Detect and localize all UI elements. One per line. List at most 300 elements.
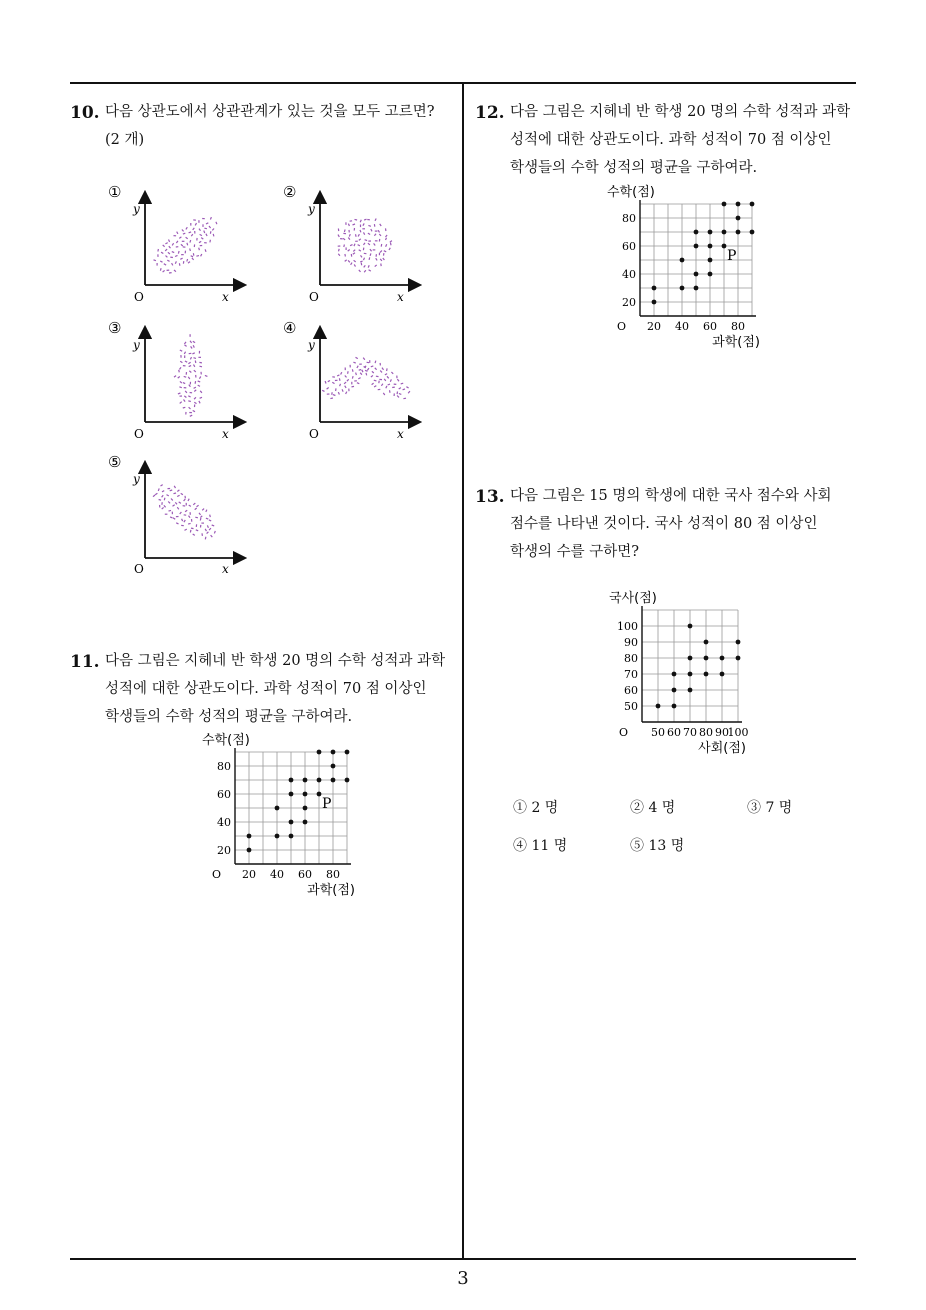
scatter-dash	[184, 520, 185, 522]
scatter-dash	[171, 499, 173, 501]
graph-5-origin: O	[134, 562, 144, 576]
scatter-dash	[380, 224, 382, 226]
scatter-dash	[189, 232, 192, 233]
scatter-dash	[189, 505, 191, 506]
scatter-dash	[386, 386, 387, 388]
scatter-dash	[168, 502, 170, 504]
scatter-dash	[153, 495, 155, 497]
q13-choices	[513, 797, 853, 857]
scatter-dash	[162, 491, 164, 492]
scatter-dash	[374, 386, 376, 387]
scatter-dash	[362, 370, 363, 372]
y-tick-label: 70	[624, 668, 638, 681]
x-tick-label: 80	[699, 726, 713, 739]
graph-1-dots	[154, 217, 217, 273]
x-axis-title: 과학(점)	[712, 335, 760, 350]
scatter-dash	[368, 233, 370, 234]
scatter-dash	[322, 390, 324, 391]
q13-scatter-chart	[595, 587, 785, 757]
scatter-dash	[163, 245, 165, 247]
graph-2-y: y	[308, 202, 315, 216]
scatter-dash	[351, 263, 352, 265]
y-tick-label: 40	[622, 268, 636, 281]
scatter-dash	[345, 260, 347, 262]
scatter-dash	[328, 381, 330, 382]
scatter-dash	[160, 268, 161, 271]
scatter-dash	[346, 392, 347, 394]
data-point	[331, 764, 336, 769]
data-point	[688, 688, 693, 693]
x-tick-label: 60	[667, 726, 681, 739]
scatter-dash	[337, 375, 339, 376]
graph-1-origin: O	[134, 290, 144, 304]
y-axis-title: 수학(점)	[607, 185, 655, 200]
scatter-dash	[172, 243, 173, 245]
scatter-dash	[195, 361, 196, 364]
y-tick-label: 20	[217, 844, 231, 857]
scatter-dash	[162, 495, 164, 497]
scatter-dash	[173, 505, 175, 506]
choice-5[interactable]: ⑤ 13 명	[630, 838, 685, 854]
question-11-line-3: 학생들의 수학 성적의 평균을 구하여라.	[105, 709, 353, 725]
scatter-dash	[340, 384, 341, 386]
data-point	[672, 688, 677, 693]
scatter-dash	[380, 259, 382, 261]
scatter-dash	[374, 380, 377, 381]
scatter-dash	[338, 392, 339, 394]
scatter-dash	[174, 376, 176, 378]
scatter-dash	[194, 397, 196, 399]
data-point	[722, 202, 727, 207]
choice-3[interactable]: ③ 7 명	[747, 800, 793, 816]
scatter-dash	[406, 387, 408, 388]
question-10-line-1: 다음 상관도에서 상관관계가 있는 것을 모두 고르면?	[105, 104, 435, 120]
scatter-dash	[161, 485, 163, 486]
scatter-dash	[200, 366, 203, 367]
data-point	[688, 672, 693, 677]
question-10-number: 10.	[70, 103, 100, 123]
scatter-dash	[165, 249, 167, 251]
x-tick-label: 60	[298, 868, 312, 881]
scatter-dash	[212, 525, 215, 526]
scatter-dash	[168, 252, 170, 254]
scatter-dash	[189, 385, 191, 387]
x-tick-label: 20	[242, 868, 256, 881]
q11-scatter-chart	[190, 732, 380, 902]
scatter-dash	[180, 258, 182, 259]
scatter-dash	[159, 500, 162, 501]
scatter-dash	[384, 251, 386, 252]
scatter-dash	[359, 270, 361, 272]
data-point	[289, 820, 294, 825]
scatter-dash	[359, 239, 361, 241]
scatter-dash	[202, 509, 204, 511]
point-annotation: P	[322, 796, 332, 812]
scatter-dash	[354, 264, 355, 266]
scatter-dash	[342, 389, 343, 391]
scatter-dash	[345, 376, 347, 378]
scatter-dash	[345, 254, 346, 257]
y-tick-label: 80	[622, 212, 636, 225]
scatter-dash	[364, 243, 366, 245]
graph-2-x: x	[397, 290, 404, 304]
scatter-dash	[387, 376, 389, 378]
scatter-dash	[185, 510, 187, 512]
scatter-dash	[190, 341, 192, 343]
scatter-dash	[193, 411, 195, 412]
scatter-dash	[368, 243, 370, 245]
scatter-dash	[348, 238, 350, 240]
scatter-dash	[190, 530, 191, 533]
scatter-dash	[375, 368, 377, 370]
scatter-dash	[381, 384, 383, 386]
origin-label: O	[211, 868, 221, 881]
scatter-dash	[190, 357, 191, 359]
scatter-dash	[354, 260, 356, 262]
scatter-dash	[188, 499, 189, 501]
scatter-dash	[190, 240, 191, 243]
scatter-dash	[357, 366, 358, 368]
scatter-dash	[403, 389, 405, 390]
scatter-dash	[173, 518, 175, 519]
scatter-dash	[390, 390, 391, 393]
scatter-dash	[200, 391, 202, 393]
scatter-dash	[167, 495, 169, 496]
scatter-dash	[187, 243, 188, 246]
scatter-dash	[199, 241, 201, 242]
scatter-dash	[363, 358, 365, 360]
data-point	[694, 286, 699, 291]
scatter-dash	[388, 384, 390, 385]
scatter-dash	[333, 395, 336, 396]
y-axis-title: 수학(점)	[202, 733, 250, 748]
origin-label: O	[618, 726, 628, 739]
scatter-dash	[194, 365, 195, 367]
scatter-dash	[201, 238, 203, 240]
scatter-dash	[375, 265, 377, 267]
scatter-dash	[376, 258, 377, 260]
scatter-dash	[383, 393, 385, 395]
scatter-dash	[193, 534, 195, 535]
scatter-dash	[195, 508, 197, 510]
scatter-dash	[206, 234, 207, 236]
scatter-dash	[177, 495, 179, 496]
question-12-line-1: 다음 그림은 지헤네 반 학생 20 명의 수학 성적과 과학	[510, 104, 851, 120]
scatter-dash	[371, 375, 373, 377]
graph-3-origin: O	[134, 427, 144, 441]
scatter-dash	[380, 251, 382, 253]
question-13-line-1: 다음 그림은 15 명의 학생에 대한 국사 점수와 사회	[510, 488, 832, 504]
graph-2-dots	[338, 219, 392, 273]
data-point	[652, 300, 657, 305]
scatter-dash	[188, 396, 190, 397]
scatter-dash	[179, 370, 180, 373]
y-tick-label: 40	[217, 816, 231, 829]
data-point	[720, 672, 725, 677]
scatter-dash	[205, 249, 206, 252]
data-point	[736, 640, 741, 645]
data-point	[247, 834, 252, 839]
scatter-dash	[211, 535, 213, 537]
scatter-dash	[338, 235, 339, 237]
scatter-dash	[383, 258, 385, 260]
graph-3	[108, 319, 240, 441]
scatter-dash	[186, 227, 187, 229]
scatter-dash	[399, 394, 401, 395]
scatter-dash	[359, 370, 362, 371]
scatter-dash	[169, 510, 172, 511]
data-point	[736, 230, 741, 235]
scatter-dash	[185, 361, 187, 362]
question-10-text	[105, 98, 435, 154]
point-annotation: P	[727, 248, 737, 264]
x-tick-label: 70	[683, 726, 697, 739]
data-point	[736, 216, 741, 221]
scatter-dash	[177, 490, 179, 492]
scatter-dash	[390, 379, 391, 381]
y-tick-label: 20	[622, 296, 636, 309]
y-axis-title: 국사(점)	[609, 591, 657, 606]
scatter-dash	[372, 371, 374, 373]
scatter-dash	[179, 263, 180, 266]
question-13-line-3: 학생의 수를 구하면?	[510, 544, 640, 560]
scatter-dash	[397, 379, 399, 381]
y-tick-label: 90	[624, 636, 638, 649]
scatter-dash	[181, 493, 183, 494]
data-point	[317, 750, 322, 755]
data-point	[247, 848, 252, 853]
x-axis-title: 사회(점)	[698, 741, 746, 756]
data-point	[289, 792, 294, 797]
scatter-dash	[172, 263, 173, 265]
graph-2-origin: O	[309, 290, 319, 304]
scatter-dash	[391, 243, 392, 246]
scatter-dash	[339, 249, 340, 252]
data-point	[289, 834, 294, 839]
data-point	[704, 656, 709, 661]
scatter-dash	[201, 254, 202, 256]
scatter-dash	[397, 396, 399, 398]
scatter-dash	[206, 518, 208, 519]
scatter-dash	[178, 393, 181, 394]
question-13-text	[510, 482, 831, 566]
scatter-dash	[360, 230, 361, 232]
scatter-dash	[199, 248, 200, 251]
scatter-dash	[356, 234, 357, 237]
scatter-dash	[369, 270, 371, 271]
scatter-dash	[369, 257, 370, 260]
data-point	[652, 286, 657, 291]
scatter-dash	[332, 392, 333, 395]
scatter-dash	[161, 252, 163, 253]
graph-3-x: x	[222, 427, 229, 441]
scatter-dash	[194, 358, 197, 359]
x-tick-label: 60	[703, 320, 717, 333]
scatter-dash	[174, 493, 177, 494]
scatter-dash	[199, 362, 202, 363]
data-point	[303, 820, 308, 825]
scatter-dash	[368, 265, 369, 267]
scatter-dash	[184, 400, 186, 402]
scatter-dash	[364, 265, 366, 267]
scatter-dash	[160, 261, 162, 262]
question-11-line-2: 성적에 대한 상관도이다. 과학 성적이 70 점 이상인	[105, 681, 427, 697]
scatter-dash	[175, 261, 176, 263]
scatter-dash	[190, 249, 191, 252]
scatter-dash	[387, 368, 388, 371]
y-tick-label: 100	[617, 620, 638, 633]
scatter-dash	[189, 366, 191, 367]
scatter-dash	[186, 237, 188, 238]
choice-1[interactable]: ① 2 명	[513, 800, 559, 816]
data-point	[720, 656, 725, 661]
scatter-dash	[185, 529, 187, 530]
scatter-dash	[165, 243, 167, 244]
graph-3-dots	[174, 334, 207, 416]
scatter-dash	[184, 342, 186, 344]
data-point	[275, 834, 280, 839]
scatter-dash	[213, 234, 214, 237]
scatter-dash	[181, 244, 183, 246]
scatter-dash	[350, 245, 352, 246]
scatter-dash	[199, 377, 200, 379]
scatter-dash	[370, 253, 371, 255]
y-tick-label: 80	[217, 760, 231, 773]
scatter-dash	[184, 396, 186, 398]
scatter-dash	[348, 224, 349, 226]
scatter-dash	[192, 353, 194, 354]
question-10-line-2: (2 개)	[105, 132, 145, 148]
scatter-dash	[352, 386, 355, 387]
scatter-dash	[184, 499, 186, 501]
question-12-line-3: 학생들의 수학 성적의 평균을 구하여라.	[510, 160, 758, 176]
scatter-dash	[210, 231, 211, 234]
x-tick-label: 50	[651, 726, 665, 739]
scatter-dash	[353, 362, 355, 363]
data-point	[694, 230, 699, 235]
scatter-dash	[196, 256, 199, 257]
scatter-dash	[200, 397, 202, 398]
graph-4-origin: O	[309, 427, 319, 441]
scatter-dash	[180, 381, 182, 383]
scatter-dash	[164, 264, 166, 265]
data-point	[722, 244, 727, 249]
scatter-dash	[205, 537, 206, 540]
graph-4-y: y	[308, 338, 315, 352]
scatter-dash	[338, 254, 340, 256]
scatter-dash	[199, 401, 200, 403]
scatter-dash	[353, 250, 355, 252]
scatter-dash	[325, 381, 326, 383]
scatter-dash	[163, 270, 165, 272]
scatter-dash	[360, 261, 362, 262]
scatter-dash	[374, 234, 376, 236]
scatter-dash	[162, 507, 164, 509]
scatter-dash	[355, 219, 358, 220]
scatter-dash	[200, 518, 201, 521]
question-12-number: 12.	[475, 103, 505, 123]
data-point	[672, 672, 677, 677]
scatter-dash	[187, 259, 188, 262]
graph-5	[108, 453, 240, 576]
scatter-dash	[374, 243, 376, 245]
scatter-dash	[191, 234, 193, 236]
choice-2[interactable]: ② 4 명	[630, 800, 676, 816]
scatter-dash	[345, 386, 346, 388]
scatter-dash	[354, 244, 355, 246]
scatter-dash	[199, 513, 201, 515]
scatter-dash	[384, 379, 386, 381]
graph-1	[108, 183, 240, 304]
scatter-dash	[155, 493, 157, 495]
y-tick-label: 80	[624, 652, 638, 665]
scatter-dash	[366, 373, 367, 376]
data-point	[722, 230, 727, 235]
scatter-dash	[189, 516, 191, 518]
x-tick-label: 40	[270, 868, 284, 881]
scatter-dash	[365, 240, 368, 241]
scatter-dash	[194, 402, 196, 403]
scatter-dash	[360, 373, 362, 375]
scatter-dash	[372, 383, 374, 385]
data-point	[656, 704, 661, 709]
scatter-dash	[189, 407, 191, 409]
scatter-dash	[194, 390, 196, 392]
scatter-dash	[358, 378, 360, 379]
scatter-dash	[206, 223, 208, 224]
bottom-rule	[70, 1258, 856, 1260]
scatter-dash	[158, 249, 159, 252]
scatter-dash	[209, 520, 211, 521]
data-point	[289, 778, 294, 783]
y-tick-label: 60	[217, 788, 231, 801]
data-point	[750, 202, 755, 207]
scatter-dash	[364, 270, 366, 272]
scatter-dash	[205, 375, 208, 376]
scatter-dash	[205, 529, 206, 531]
graph-1-label: ①	[108, 183, 122, 201]
data-point	[331, 778, 336, 783]
scatter-dash	[188, 362, 190, 364]
data-point	[345, 778, 350, 783]
data-point	[736, 656, 741, 661]
scatter-dash	[194, 370, 196, 372]
scatter-dash	[179, 502, 181, 504]
scatter-dash	[179, 237, 181, 239]
scatter-dash	[178, 377, 180, 379]
data-point	[704, 672, 709, 677]
scatter-dash	[204, 228, 207, 229]
scatter-dash	[216, 222, 217, 224]
scatter-dash	[352, 376, 353, 379]
graph-2	[283, 183, 415, 304]
y-tick-label: 60	[622, 240, 636, 253]
graph-4-label: ④	[283, 319, 297, 337]
scatter-dash	[380, 371, 382, 373]
q10-correlation-graphs	[100, 175, 440, 585]
scatter-dash	[364, 219, 366, 220]
scatter-dash	[166, 256, 168, 258]
scatter-dash	[348, 260, 350, 262]
x-tick-label: 20	[647, 320, 661, 333]
scatter-dash	[361, 255, 363, 257]
scatter-dash	[195, 381, 196, 384]
scatter-dash	[353, 224, 356, 225]
scatter-dash	[344, 382, 346, 384]
scatter-dash	[177, 507, 179, 509]
choice-4[interactable]: ④ 11 명	[513, 838, 568, 854]
scatter-dash	[193, 345, 194, 347]
